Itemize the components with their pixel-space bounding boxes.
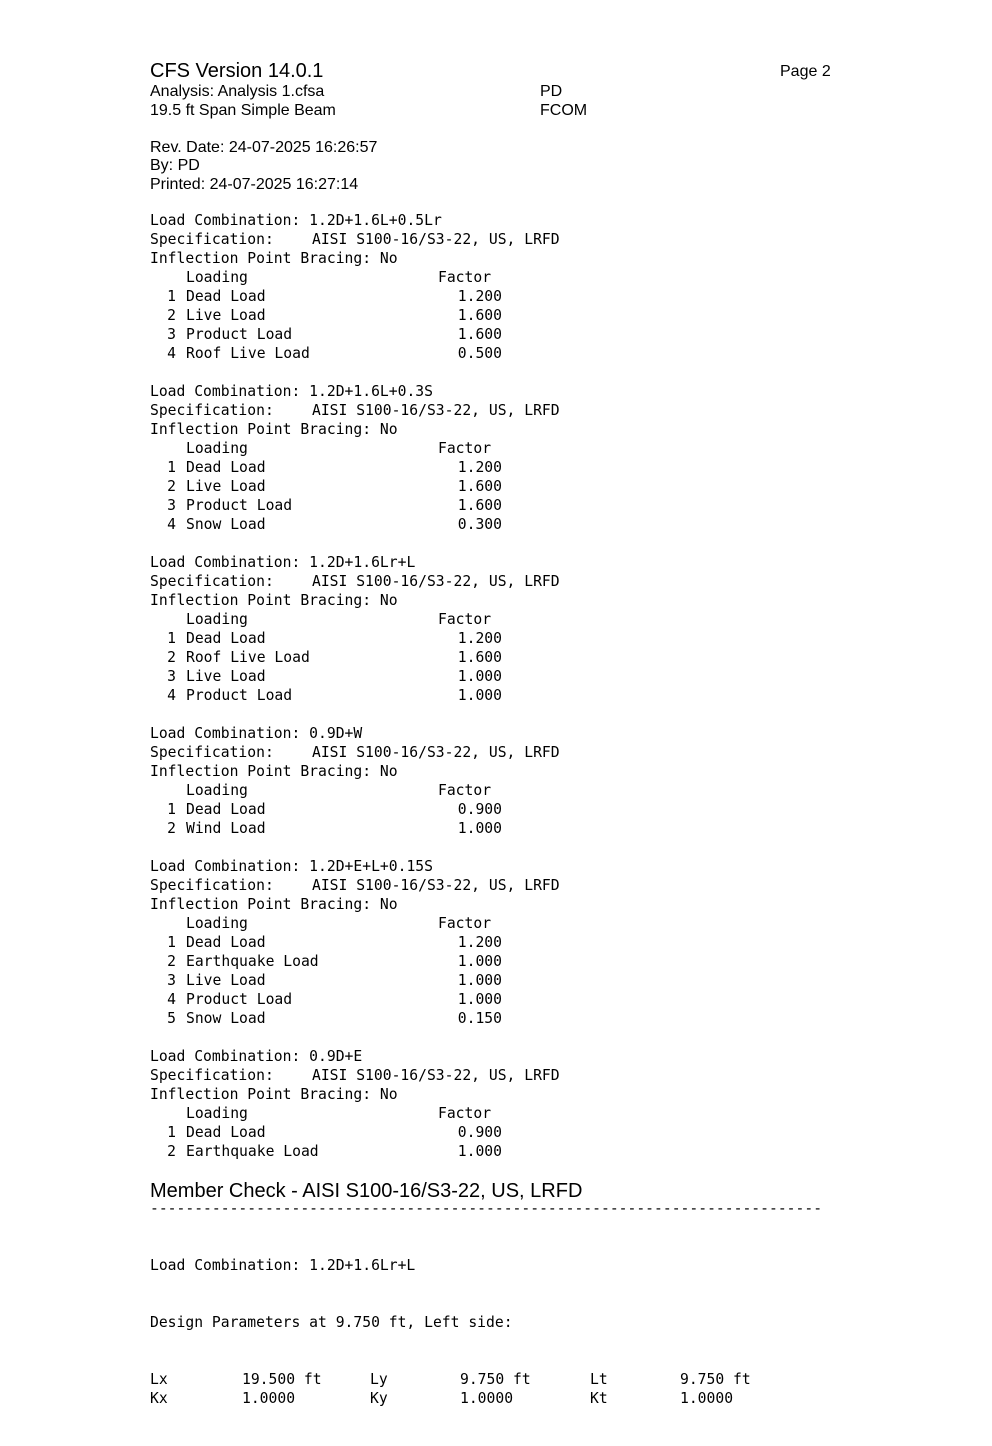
span-description: 19.5 ft Span Simple Beam bbox=[150, 102, 336, 119]
inflection-bracing-value: No bbox=[379, 421, 398, 438]
member-check-load-combination: Load Combination: 1.2D+1.6Lr+L bbox=[150, 1257, 416, 1274]
factor-column-header: Factor bbox=[438, 611, 492, 628]
load-factor: 1.600 bbox=[457, 326, 502, 343]
load-number: 1 bbox=[167, 288, 176, 305]
load-number: 2 bbox=[167, 307, 176, 324]
load-row bbox=[150, 990, 560, 1009]
loading-column-header: Loading bbox=[186, 1105, 248, 1122]
load-name: Live Load bbox=[186, 478, 266, 495]
load-combination-row bbox=[150, 857, 560, 876]
section-divider: ---------------------------------------------------------------------------- bbox=[150, 1200, 823, 1217]
specification-value: AISI S100-16/S3-22, US, LRFD bbox=[312, 877, 560, 894]
load-name: Earthquake Load bbox=[186, 1143, 319, 1160]
inflection-bracing-value: No bbox=[379, 250, 398, 267]
load-row bbox=[150, 952, 560, 971]
inflection-bracing-row bbox=[150, 895, 560, 914]
load-row bbox=[150, 667, 560, 686]
loading-column-header: Loading bbox=[186, 915, 248, 932]
load-combination-label: Load Combination: bbox=[150, 858, 310, 875]
load-number: 3 bbox=[167, 497, 176, 514]
load-combination-row bbox=[150, 724, 560, 743]
load-combination-row bbox=[150, 211, 560, 230]
specification-value: AISI S100-16/S3-22, US, LRFD bbox=[312, 231, 560, 248]
specification-label: Specification: bbox=[150, 1067, 274, 1084]
load-row bbox=[150, 971, 560, 990]
load-row bbox=[150, 344, 560, 363]
specification-row bbox=[150, 743, 560, 762]
load-row bbox=[150, 819, 560, 838]
loading-column-header: Loading bbox=[186, 440, 248, 457]
loading-header-row bbox=[150, 914, 560, 933]
specification-row bbox=[150, 401, 560, 420]
loading-column-header: Loading bbox=[186, 611, 248, 628]
load-name: Live Load bbox=[186, 668, 266, 685]
load-name: Product Load bbox=[186, 326, 293, 343]
load-row bbox=[150, 496, 560, 515]
load-number: 3 bbox=[167, 972, 176, 989]
load-row bbox=[150, 686, 560, 705]
load-combination-label: Load Combination: bbox=[150, 725, 310, 742]
load-row bbox=[150, 1123, 560, 1142]
inflection-bracing-label: Inflection Point Bracing: bbox=[150, 421, 380, 438]
factor-column-header: Factor bbox=[438, 269, 492, 286]
load-combination-block bbox=[150, 857, 560, 1028]
loading-header-row bbox=[150, 781, 560, 800]
load-combination-name: 1.2D+1.6L+0.5Lr bbox=[309, 212, 442, 229]
load-combination-name: 1.2D+1.6Lr+L bbox=[309, 554, 416, 571]
load-name: Dead Load bbox=[186, 459, 266, 476]
load-combination-label: Load Combination: bbox=[150, 212, 310, 229]
load-row bbox=[150, 477, 560, 496]
load-name: Dead Load bbox=[186, 288, 266, 305]
load-combination-row bbox=[150, 382, 560, 401]
load-name: Dead Load bbox=[186, 630, 266, 647]
load-combination-block bbox=[150, 724, 560, 838]
load-row bbox=[150, 287, 560, 306]
load-combinations-list bbox=[150, 211, 560, 1180]
load-combination-block bbox=[150, 1047, 560, 1161]
load-combination-name: 0.9D+E bbox=[309, 1048, 363, 1065]
load-factor: 1.000 bbox=[457, 687, 502, 704]
load-number: 1 bbox=[167, 934, 176, 951]
specification-label: Specification: bbox=[150, 573, 274, 590]
load-factor: 0.900 bbox=[457, 1124, 502, 1141]
load-name: Snow Load bbox=[186, 1010, 266, 1027]
load-number: 2 bbox=[167, 1143, 176, 1160]
specification-value: AISI S100-16/S3-22, US, LRFD bbox=[312, 402, 560, 419]
load-name: Live Load bbox=[186, 307, 266, 324]
specification-row bbox=[150, 876, 560, 895]
load-row bbox=[150, 458, 560, 477]
load-row bbox=[150, 515, 560, 534]
load-factor: 1.000 bbox=[457, 668, 502, 685]
load-number: 5 bbox=[167, 1010, 176, 1027]
load-name: Dead Load bbox=[186, 801, 266, 818]
inflection-bracing-value: No bbox=[379, 1086, 398, 1103]
inflection-bracing-label: Inflection Point Bracing: bbox=[150, 592, 380, 609]
load-factor: 0.900 bbox=[457, 801, 502, 818]
inflection-bracing-label: Inflection Point Bracing: bbox=[150, 1086, 380, 1103]
parameter-label: Ly bbox=[370, 1371, 388, 1388]
load-combination-row bbox=[150, 553, 560, 572]
load-combination-block bbox=[150, 382, 560, 534]
load-number: 3 bbox=[167, 326, 176, 343]
specification-label: Specification: bbox=[150, 231, 274, 248]
loading-header-row bbox=[150, 1104, 560, 1123]
inflection-bracing-value: No bbox=[379, 896, 398, 913]
parameter-label: Kt bbox=[590, 1390, 608, 1407]
load-factor: 0.500 bbox=[457, 345, 502, 362]
load-number: 1 bbox=[167, 459, 176, 476]
load-factor: 1.200 bbox=[457, 459, 502, 476]
load-number: 4 bbox=[167, 687, 176, 704]
load-factor: 1.200 bbox=[457, 934, 502, 951]
load-name: Snow Load bbox=[186, 516, 266, 533]
load-combination-name: 1.2D+1.6L+0.3S bbox=[309, 383, 433, 400]
load-factor: 0.150 bbox=[457, 1010, 502, 1027]
load-factor: 0.300 bbox=[457, 516, 502, 533]
load-name: Product Load bbox=[186, 687, 293, 704]
load-row bbox=[150, 1009, 560, 1028]
factor-column-header: Factor bbox=[438, 1105, 492, 1122]
load-number: 4 bbox=[167, 345, 176, 362]
load-factor: 1.000 bbox=[457, 1143, 502, 1160]
load-factor: 1.000 bbox=[457, 991, 502, 1008]
load-name: Wind Load bbox=[186, 820, 266, 837]
load-factor: 1.600 bbox=[457, 478, 502, 495]
loading-column-header: Loading bbox=[186, 782, 248, 799]
load-number: 1 bbox=[167, 630, 176, 647]
design-parameter-row bbox=[150, 1370, 870, 1389]
specification-value: AISI S100-16/S3-22, US, LRFD bbox=[312, 573, 560, 590]
load-row bbox=[150, 648, 560, 667]
parameter-label: Ky bbox=[370, 1390, 388, 1407]
parameter-value: 1.0000 bbox=[460, 1390, 514, 1407]
load-factor: 1.200 bbox=[457, 630, 502, 647]
specification-value: AISI S100-16/S3-22, US, LRFD bbox=[312, 1067, 560, 1084]
specification-label: Specification: bbox=[150, 877, 274, 894]
load-name: Earthquake Load bbox=[186, 953, 319, 970]
loading-column-header: Loading bbox=[186, 269, 248, 286]
inflection-bracing-value: No bbox=[379, 592, 398, 609]
load-factor: 1.600 bbox=[457, 497, 502, 514]
parameter-label: Kx bbox=[150, 1390, 168, 1407]
specification-row bbox=[150, 1066, 560, 1085]
specification-label: Specification: bbox=[150, 402, 274, 419]
load-combination-block bbox=[150, 553, 560, 705]
inflection-bracing-label: Inflection Point Bracing: bbox=[150, 250, 380, 267]
load-row bbox=[150, 800, 560, 819]
load-combination-label: Load Combination: bbox=[150, 554, 310, 571]
parameter-value: 9.750 ft bbox=[460, 1371, 531, 1388]
load-combination-label: Load Combination: bbox=[150, 383, 310, 400]
load-name: Product Load bbox=[186, 991, 293, 1008]
load-factor: 1.000 bbox=[457, 820, 502, 837]
member-check-section bbox=[150, 1179, 870, 1446]
parameter-value: 9.750 ft bbox=[680, 1371, 751, 1388]
load-number: 1 bbox=[167, 1124, 176, 1141]
load-combination-label: Load Combination: bbox=[150, 1048, 310, 1065]
page-number: Page 2 bbox=[780, 63, 831, 80]
specification-value: AISI S100-16/S3-22, US, LRFD bbox=[312, 744, 560, 761]
load-row bbox=[150, 1142, 560, 1161]
inflection-bracing-row bbox=[150, 249, 560, 268]
rev-date: Rev. Date: 24-07-2025 16:26:57 bbox=[150, 139, 378, 156]
specification-row bbox=[150, 230, 560, 249]
load-number: 4 bbox=[167, 516, 176, 533]
specification-label: Specification: bbox=[150, 744, 274, 761]
load-row bbox=[150, 325, 560, 344]
printed-date: Printed: 24-07-2025 16:27:14 bbox=[150, 176, 359, 193]
load-number: 2 bbox=[167, 953, 176, 970]
load-combination-block bbox=[150, 211, 560, 363]
load-name: Roof Live Load bbox=[186, 345, 310, 362]
load-combination-name: 1.2D+E+L+0.15S bbox=[309, 858, 433, 875]
load-factor: 1.600 bbox=[457, 649, 502, 666]
load-number: 2 bbox=[167, 649, 176, 666]
inflection-bracing-label: Inflection Point Bracing: bbox=[150, 896, 380, 913]
load-factor: 1.000 bbox=[457, 972, 502, 989]
specification-row bbox=[150, 572, 560, 591]
parameter-value: 19.500 ft bbox=[242, 1371, 322, 1388]
load-factor: 1.000 bbox=[457, 953, 502, 970]
analysis-file: Analysis: Analysis 1.cfsa bbox=[150, 83, 325, 100]
load-row bbox=[150, 933, 560, 952]
inflection-bracing-row bbox=[150, 1085, 560, 1104]
member-check-title: Member Check - AISI S100-16/S3-22, US, LRFD bbox=[150, 1180, 583, 1202]
inflection-bracing-row bbox=[150, 420, 560, 439]
load-factor: 1.600 bbox=[457, 307, 502, 324]
load-number: 1 bbox=[167, 801, 176, 818]
load-number: 2 bbox=[167, 478, 176, 495]
loading-header-row bbox=[150, 268, 560, 287]
inflection-bracing-row bbox=[150, 762, 560, 781]
inflection-bracing-row bbox=[150, 591, 560, 610]
load-combination-row bbox=[150, 1047, 560, 1066]
load-number: 3 bbox=[167, 668, 176, 685]
load-name: Roof Live Load bbox=[186, 649, 310, 666]
load-name: Dead Load bbox=[186, 934, 266, 951]
load-name: Product Load bbox=[186, 497, 293, 514]
load-combination-name: 0.9D+W bbox=[309, 725, 363, 742]
software-version-title: CFS Version 14.0.1 bbox=[150, 60, 324, 82]
inflection-bracing-label: Inflection Point Bracing: bbox=[150, 763, 380, 780]
factor-column-header: Factor bbox=[438, 915, 492, 932]
factor-column-header: Factor bbox=[438, 782, 492, 799]
load-name: Live Load bbox=[186, 972, 266, 989]
factor-column-header: Factor bbox=[438, 440, 492, 457]
design-parameter-row bbox=[150, 1389, 870, 1408]
load-number: 2 bbox=[167, 820, 176, 837]
design-parameters-heading: Design Parameters at 9.750 ft, Left side: bbox=[150, 1314, 513, 1331]
loading-header-row bbox=[150, 439, 560, 458]
load-row bbox=[150, 306, 560, 325]
parameter-value: 1.0000 bbox=[680, 1390, 734, 1407]
author: By: PD bbox=[150, 157, 200, 174]
parameter-value: 1.0000 bbox=[242, 1390, 296, 1407]
initials: PD bbox=[540, 83, 563, 100]
load-factor: 1.200 bbox=[457, 288, 502, 305]
inflection-bracing-value: No bbox=[379, 763, 398, 780]
loading-header-row bbox=[150, 610, 560, 629]
load-name: Dead Load bbox=[186, 1124, 266, 1141]
parameter-label: Lx bbox=[150, 1371, 168, 1388]
load-number: 4 bbox=[167, 991, 176, 1008]
parameter-label: Lt bbox=[590, 1371, 608, 1388]
load-row bbox=[150, 629, 560, 648]
design-parameters-table bbox=[150, 1370, 870, 1408]
company: FCOM bbox=[540, 102, 588, 119]
